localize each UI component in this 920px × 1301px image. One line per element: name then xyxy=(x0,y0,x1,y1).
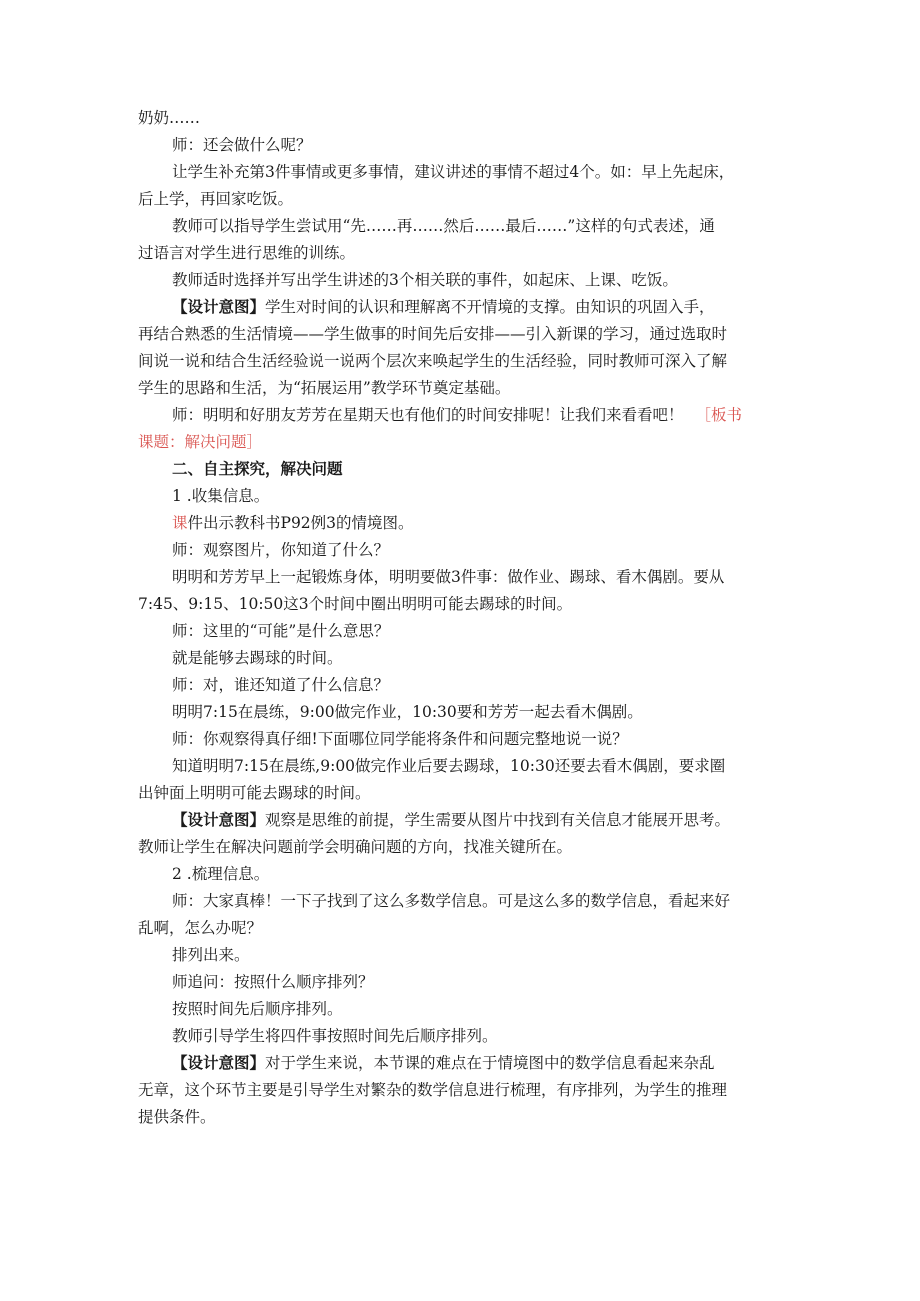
text-line: 出钟面上明明可能去踢球的时间。 xyxy=(138,784,371,802)
text-line xyxy=(138,1053,788,1073)
text-line: 师：你观察得真仔细!下面哪位同学能将条件和问题完整地说一说？ xyxy=(172,730,628,748)
text-line xyxy=(138,810,788,830)
text-line xyxy=(138,513,788,533)
paragraph-grandma xyxy=(138,108,788,128)
text-line: 师追问：按照什么顺序排列？ xyxy=(172,973,374,991)
dialog-a1 xyxy=(138,567,788,614)
text-line: 学生的思路和生活，为“拓展运用”教学环节奠定基础。 xyxy=(138,379,511,397)
text-line: 让学生补充第3件事情或更多事情，建议讲述的事情不超过4个。如：早上先起床， xyxy=(172,163,735,181)
text-line: 教师适时选择并写出学生讲述的3个相关联的事件，如起床、上课、吃饭。 xyxy=(172,271,678,289)
text-line: 无章，这个环节主要是引导学生对繁杂的数学信息进行梳理，有序排列，为学生的推理 xyxy=(138,1081,728,1099)
text-line xyxy=(138,297,788,317)
dialog-q5 xyxy=(138,891,788,938)
paragraph-sentence-pattern xyxy=(138,216,788,263)
step-1 xyxy=(138,486,788,506)
text-line: 就是能够去踢球的时间。 xyxy=(172,649,343,667)
text-line: 教师可以指导学生尝试用“先……再……然后……最后……”这样的句式表述，通 xyxy=(172,217,715,235)
section-title: 二、自主探究，解决问题 xyxy=(172,459,343,478)
text-line: 排列出来。 xyxy=(172,946,250,964)
paragraph-courseware xyxy=(138,513,788,533)
design-intent-text: 学生对时间的认识和理解离不开情境的支撑。由知识的巩固入手， xyxy=(265,298,715,316)
design-intent-label: 【设计意图】 xyxy=(172,297,266,316)
design-intent-1 xyxy=(138,297,788,398)
design-intent-label: 【设计意图】 xyxy=(172,1053,266,1072)
design-intent-2 xyxy=(138,810,788,857)
step-title: 2 .梳理信息。 xyxy=(172,865,270,883)
paragraph-topic-intro xyxy=(138,405,788,452)
dialog-a6 xyxy=(138,999,788,1019)
design-intent-text: 对于学生来说，本节课的难点在于情境图中的数学信息看起来杂乱 xyxy=(265,1054,715,1072)
document-page xyxy=(138,108,788,1134)
text-line: 师：还会做什么呢？ xyxy=(172,136,312,154)
text-line: 后上学，再回家吃饭。 xyxy=(138,190,294,208)
text-line: 7:45、9:15、10:50这3个时间中圈出明明可能去踢球的时间。 xyxy=(138,595,573,613)
paragraph-supplement xyxy=(138,162,788,209)
text-line: 按照时间先后顺序排列。 xyxy=(172,1000,343,1018)
paragraph-teacher-guide xyxy=(138,1026,788,1046)
dialog-a5 xyxy=(138,945,788,965)
dialog-q2 xyxy=(138,621,788,641)
design-intent-text: 观察是思维的前提，学生需要从图片中找到有关信息才能展开思考。 xyxy=(265,811,731,829)
text-line: 知道明明7:15在晨练,9:00做完作业后要去踢球，10:30还要去看木偶剧，要求圈 xyxy=(172,757,726,775)
text-line: 间说一说和结合生活经验说一说两个层次来唤起学生的生活经验，同时教师可深入了解 xyxy=(138,352,728,370)
text-line: 明明7:15在晨练，9:00做完作业，10:30要和芳芳一起去看木偶剧。 xyxy=(172,703,643,721)
dialog-a3 xyxy=(138,702,788,722)
dialog-q1 xyxy=(138,540,788,560)
design-intent-3 xyxy=(138,1053,788,1127)
board-note-continued: 课题：解决问题］ xyxy=(138,433,263,451)
text-line: 提供条件。 xyxy=(138,1108,216,1126)
text-line: 师：这里的“可能”是什么意思？ xyxy=(172,622,390,640)
courseware-text: 件出示教科书P92例3的情境图。 xyxy=(187,514,414,532)
dialog-a2 xyxy=(138,648,788,668)
step-title: 1 .收集信息。 xyxy=(172,487,270,505)
text-line: 师：对，谁还知道了什么信息？ xyxy=(172,676,390,694)
text-line xyxy=(138,405,788,425)
intro-text: 师：明明和好朋友芳芳在星期天也有他们的时间安排呢！让我们来看看吧！ xyxy=(172,406,684,424)
board-note: ［板书 xyxy=(695,406,743,424)
text-line: 教师让学生在解决问题前学会明确问题的方向，找准关键所在。 xyxy=(138,838,573,856)
section-heading xyxy=(138,459,788,479)
text-line: 师：观察图片，你知道了什么？ xyxy=(172,541,390,559)
dialog-a4 xyxy=(138,756,788,803)
text-line: 再结合熟悉的生活情境——学生做事的时间先后安排——引入新课的学习，通过选取时 xyxy=(138,325,728,343)
paragraph-events xyxy=(138,270,788,290)
text-line: 乱啊，怎么办呢？ xyxy=(138,919,263,937)
paragraph-teacher-question xyxy=(138,135,788,155)
text-line: 明明和芳芳早上一起锻炼身体，明明要做3件事：做作业、踢球、看木偶剧。要从 xyxy=(172,568,725,586)
dialog-q6 xyxy=(138,972,788,992)
design-intent-label: 【设计意图】 xyxy=(172,810,266,829)
courseware-marker: 课 xyxy=(172,514,188,532)
text-line: 教师引导学生将四件事按照时间先后顺序排列。 xyxy=(172,1027,498,1045)
text-line: 过语言对学生进行思维的训练。 xyxy=(138,244,356,262)
step-2 xyxy=(138,864,788,884)
dialog-q3 xyxy=(138,675,788,695)
text-line: 师：大家真棒！一下子找到了这么多数学信息。可是这么多的数学信息，看起来好 xyxy=(172,892,731,910)
dialog-q4 xyxy=(138,729,788,749)
text-line: 奶奶…… xyxy=(138,109,201,127)
